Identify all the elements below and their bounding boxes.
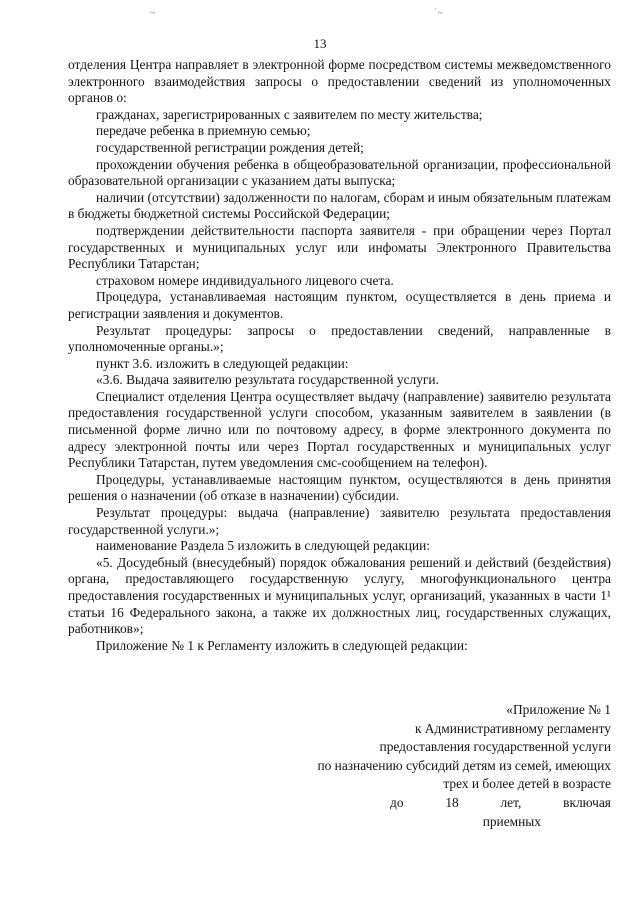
paragraph-12: «3.6. Выдача заявителю результата государственной услуги. (96, 372, 439, 388)
paragraph-10: Результат процедуры: запросы о предоставлении сведений, направленные в уполномоченные органы.»; (68, 322, 611, 355)
paragraph-7: подтверждении действительности паспорта заявителя - при обращении через Портал государственных и муниципальных услуг или инфоматы Электронного Правительства Республики Татарстан; (68, 222, 611, 272)
paragraph-9: Процедура, устанавливаемая настоящим пунктом, осуществляется в день приема и регистрации заявления и документов. (68, 289, 611, 321)
appendix-word-do: до (390, 794, 404, 810)
appendix-line-5: трех и более детей в возрасте (443, 776, 611, 792)
scan-mark-left: ~ (150, 8, 156, 19)
appendix-word-18: 18 (445, 794, 459, 810)
appendix-line-2: к Административному регламенту (414, 720, 611, 736)
scan-mark-right: `~ (434, 8, 443, 19)
paragraph-15: Результат процедуры: выдача (направление) заявителю результата предоставления государственной услуги.»; (68, 505, 611, 537)
appendix-word-let: лет, (500, 794, 522, 810)
paragraph-2: гражданах, зарегистрированных с заявителем по месту жительства; (96, 106, 483, 122)
paragraph-5: прохождении обучения ребенка в общеобразовательной организации, профессиональной образовательной организации с указанием даты выпуска; (68, 156, 611, 189)
scan-marks (0, 8, 640, 22)
paragraph-1: отделения Центра направляет в электронной форме посредством системы межведомственного электронного взаимодействия запросы о предоставлении сведений из уполномоченных органов о: (68, 57, 611, 106)
paragraph-13: Специалист отделения Центра осуществляет выдачу (направление) заявителю результата предоставления государственной услуги способом, указанным заявителем в заявлении (в письменной форме лично или по почтовому адресу, в форме электронного документа по адресу электронной почты или через Портал государственных и муниципальных услуг Республики Татарстан, путем уведомления смс-сообщением на телефон). (68, 388, 611, 471)
appendix-line-7: приемных (482, 813, 541, 829)
paragraph-17: «5. Досудебный (внесудебный) порядок обжалования решений и действий (бездействия) органа, предоставляющего государственную услугу, многофункционального центра предоставления государственных и муниципальных услуг, организаций, указанных в части 1¹ статьи 16 Федерального закона, а также их должностных лиц, государственных служащих, работников»; (68, 554, 611, 637)
paragraph-4: государственной регистрации рождения детей; (96, 139, 364, 155)
document-body (68, 57, 611, 654)
appendix-title: «Приложение № 1 (506, 702, 611, 717)
paragraph-18: Приложение № 1 к Регламенту изложить в следующей редакции: (96, 637, 468, 653)
appendix-line-6 (390, 794, 611, 813)
appendix-word-vklyuchaya: включая (563, 794, 611, 810)
paragraph-14: Процедуры, устанавливаемые настоящим пунктом, осуществляются в день принятия решения о назначении (об отказе в назначении) субсидии. (68, 471, 611, 504)
appendix-line-3: предоставления государственной услуги (379, 739, 611, 755)
paragraph-16: наименование Раздела 5 изложить в следующей редакции: (96, 538, 430, 554)
appendix-line-4: по назначению субсидий детям из семей, имеющих (317, 757, 611, 773)
paragraph-8: страховом номере индивидуального лицевого счета. (96, 272, 394, 288)
paragraph-6: наличии (отсутствии) задолженности по налогам, сборам и иным обязательным платежам в бюджеты бюджетной системы Российской Федерации; (68, 189, 612, 222)
paragraph-3: передаче ребенка в приемную семью; (96, 123, 311, 139)
appendix-header (68, 701, 611, 831)
page-number: 13 (313, 36, 327, 51)
paragraph-11: пункт 3.6. изложить в следующей редакции: (96, 355, 349, 371)
